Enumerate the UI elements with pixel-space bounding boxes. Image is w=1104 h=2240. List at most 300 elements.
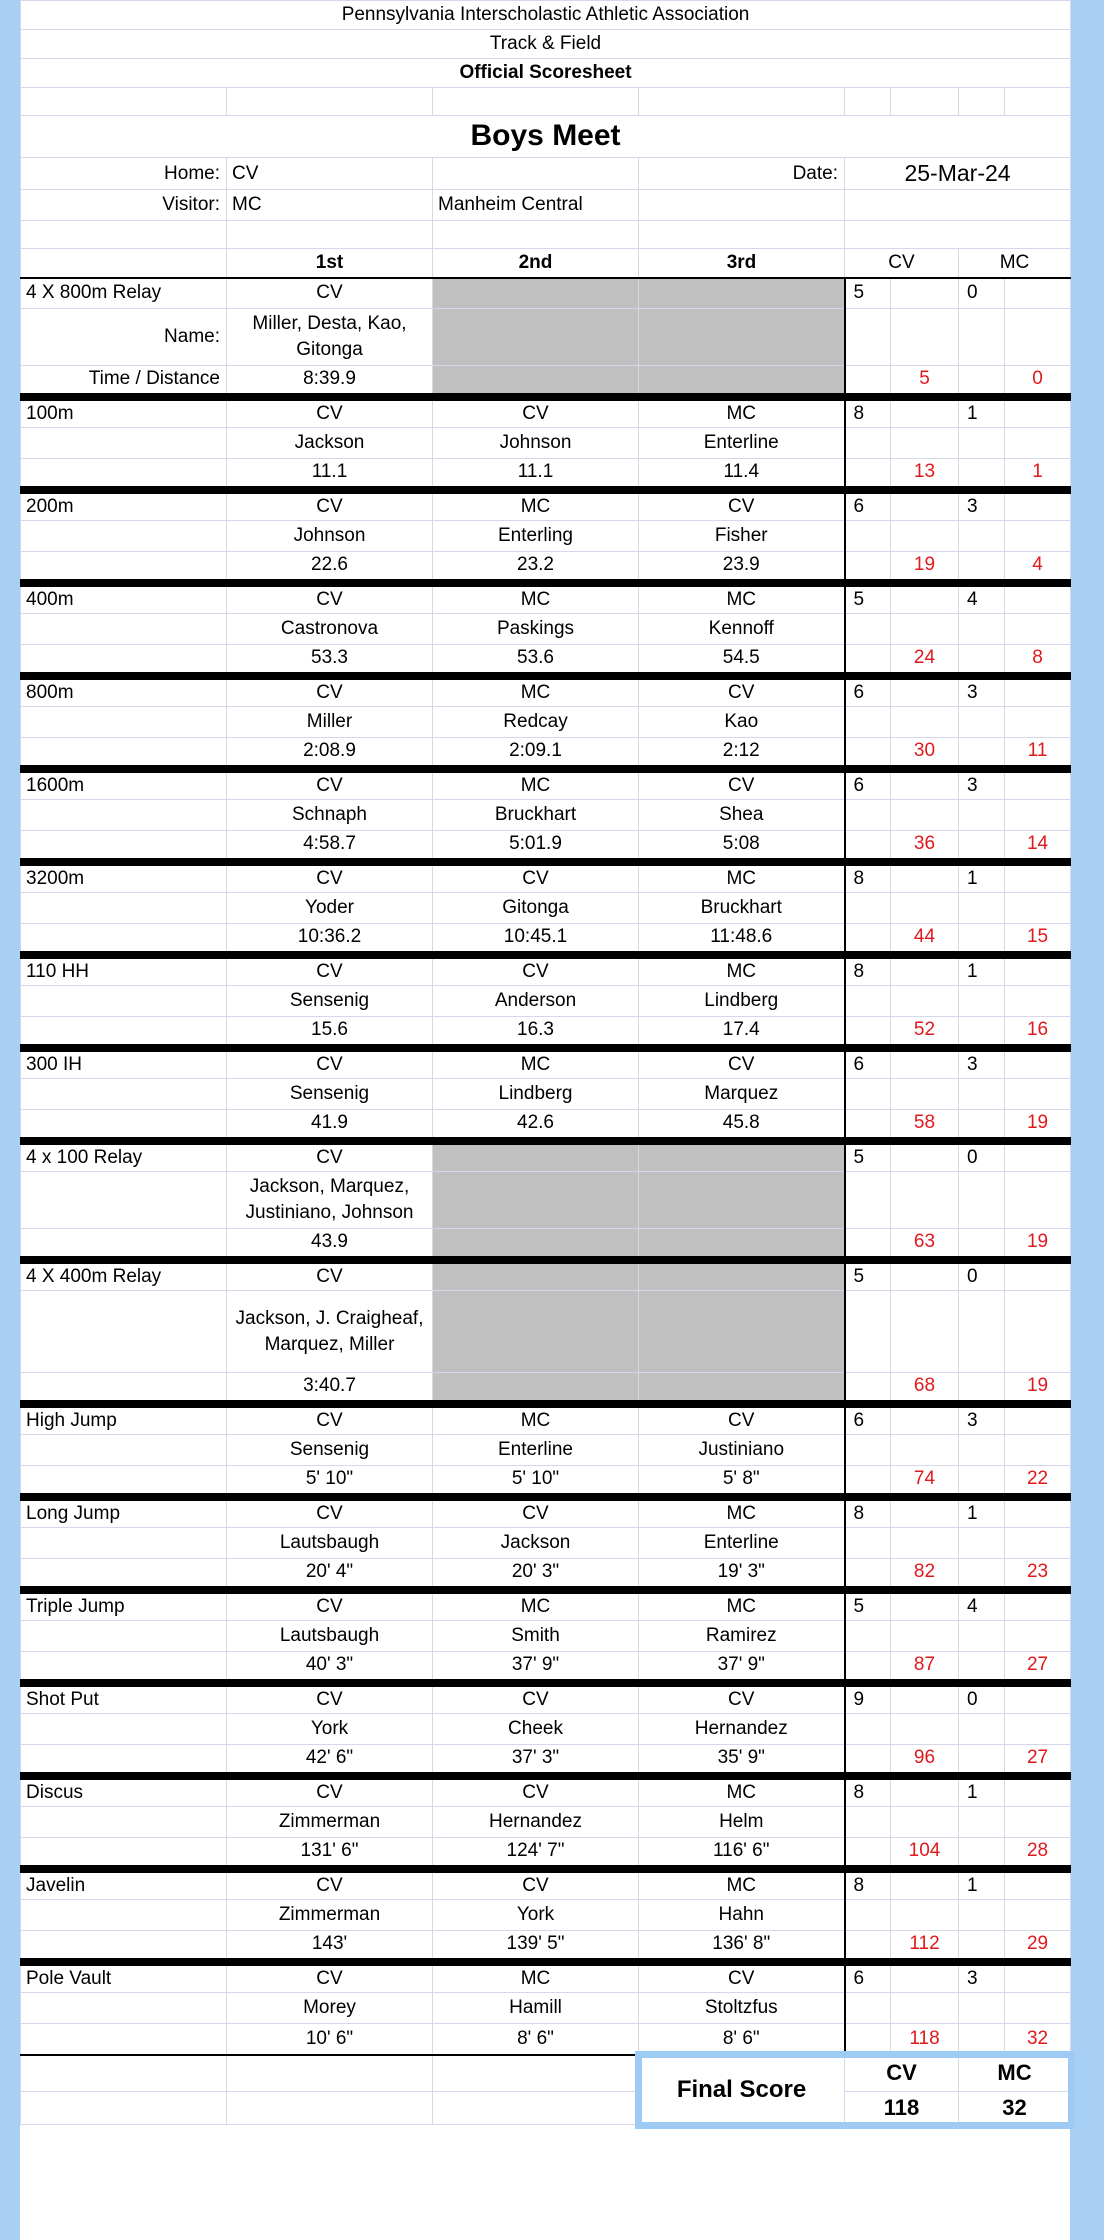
blank-cell <box>845 738 891 769</box>
blank-cell <box>959 831 1005 862</box>
blank-cell <box>959 893 1005 924</box>
points-team-a: 5 <box>845 1260 891 1291</box>
event-row <box>21 1141 1071 1172</box>
event-row <box>21 614 1071 645</box>
athlete-name: Morey <box>227 1993 433 2024</box>
event-row <box>21 831 1071 862</box>
blank-cell <box>959 1373 1005 1404</box>
athlete-name: Stoltzfus <box>639 1993 845 2024</box>
blank-cell <box>845 1528 891 1559</box>
blank-cell <box>21 428 227 459</box>
performance-mark: 10:36.2 <box>227 924 433 955</box>
points-team-a: 8 <box>845 862 891 893</box>
performance-mark: 35' 9" <box>639 1745 845 1776</box>
place-team: CV <box>227 1776 433 1807</box>
running-total-team-b: 19 <box>1005 1229 1071 1260</box>
place-team: CV <box>639 1404 845 1435</box>
blank-cell <box>1005 1172 1071 1229</box>
relay-blank-cell <box>639 1373 845 1404</box>
performance-mark: 41.9 <box>227 1110 433 1141</box>
points-team-b: 4 <box>959 583 1005 614</box>
place-team: CV <box>227 955 433 986</box>
blank-cell <box>959 1652 1005 1683</box>
event-name: 400m <box>21 583 227 614</box>
blank-cell <box>891 521 959 552</box>
home-team: CV <box>227 158 433 190</box>
performance-mark: 22.6 <box>227 552 433 583</box>
athlete-name: Jackson <box>227 428 433 459</box>
event-name: Long Jump <box>21 1497 227 1528</box>
athlete-name: Hernandez <box>433 1807 639 1838</box>
blank-cell <box>845 521 891 552</box>
blank-cell <box>21 738 227 769</box>
blank-cell <box>891 1683 959 1714</box>
event-row <box>21 1229 1071 1260</box>
event-row <box>21 1993 1071 2024</box>
performance-mark: 8:39.9 <box>227 366 433 397</box>
performance-mark: 42.6 <box>433 1110 639 1141</box>
blank-cell <box>21 831 227 862</box>
performance-mark: 11.4 <box>639 459 845 490</box>
col-header-3rd: 3rd <box>639 249 845 278</box>
blank-cell <box>21 645 227 676</box>
blank-cell <box>21 88 227 116</box>
place-team: MC <box>433 676 639 707</box>
right-margin-strip <box>1070 0 1104 2240</box>
running-total-team-a: 118 <box>891 2024 959 2055</box>
blank-cell <box>959 88 1005 116</box>
event-row <box>21 676 1071 707</box>
place-team: MC <box>639 1776 845 1807</box>
points-team-a: 8 <box>845 1869 891 1900</box>
event-row <box>21 893 1071 924</box>
running-total-team-b: 16 <box>1005 1017 1071 1048</box>
event-name: 300 IH <box>21 1048 227 1079</box>
performance-mark: 54.5 <box>639 645 845 676</box>
place-team: MC <box>433 583 639 614</box>
athlete-name: Sensenig <box>227 1079 433 1110</box>
event-row <box>21 986 1071 1017</box>
place-team: CV <box>227 1962 433 1993</box>
place-team: CV <box>227 1404 433 1435</box>
running-total-team-a: 13 <box>891 459 959 490</box>
points-team-b: 0 <box>959 278 1005 309</box>
blank-cell <box>21 1714 227 1745</box>
blank-cell <box>1005 955 1071 986</box>
blank-cell <box>959 800 1005 831</box>
blank-cell <box>433 2055 639 2092</box>
blank-cell <box>891 1590 959 1621</box>
points-team-a: 5 <box>845 1141 891 1172</box>
performance-mark: 17.4 <box>639 1017 845 1048</box>
blank-cell <box>1005 1590 1071 1621</box>
athlete-name: Kennoff <box>639 614 845 645</box>
points-team-b: 3 <box>959 676 1005 707</box>
performance-mark: 43.9 <box>227 1229 433 1260</box>
blank-cell <box>891 309 959 366</box>
blank-cell <box>845 645 891 676</box>
blank-cell <box>891 769 959 800</box>
blank-cell <box>959 986 1005 1017</box>
place-team: CV <box>639 1048 845 1079</box>
event-row <box>21 1652 1071 1683</box>
blank-cell <box>891 893 959 924</box>
event-row <box>21 1745 1071 1776</box>
athlete-name: Zimmerman <box>227 1807 433 1838</box>
blank-cell <box>891 862 959 893</box>
blank-cell <box>1005 614 1071 645</box>
place-team: CV <box>227 1260 433 1291</box>
blank-cell <box>891 490 959 521</box>
performance-mark: 20' 4" <box>227 1559 433 1590</box>
event-row <box>21 1900 1071 1931</box>
place-team: CV <box>227 1869 433 1900</box>
event-row <box>21 1048 1071 1079</box>
blank-cell <box>21 2024 227 2055</box>
place-team: MC <box>433 1048 639 1079</box>
blank-cell <box>845 1714 891 1745</box>
place-team: CV <box>639 769 845 800</box>
final-team-a: CV <box>845 2055 959 2092</box>
event-row <box>21 1962 1071 1993</box>
athlete-name: Miller <box>227 707 433 738</box>
event-row <box>21 1435 1071 1466</box>
blank-cell <box>845 893 891 924</box>
points-team-b: 3 <box>959 769 1005 800</box>
place-team: CV <box>227 1048 433 1079</box>
athlete-name: Lautsbaugh <box>227 1528 433 1559</box>
performance-mark: 124' 7" <box>433 1838 639 1869</box>
blank-cell <box>21 1807 227 1838</box>
relay-blank-cell <box>639 1141 845 1172</box>
place-team: CV <box>433 862 639 893</box>
relay-blank-cell <box>639 309 845 366</box>
blank-cell <box>891 1260 959 1291</box>
event-name: 110 HH <box>21 955 227 986</box>
running-total-team-b: 27 <box>1005 1745 1071 1776</box>
blank-cell <box>845 707 891 738</box>
blank-cell <box>891 955 959 986</box>
blank-cell <box>845 2024 891 2055</box>
blank-cell <box>959 459 1005 490</box>
blank-cell <box>639 88 845 116</box>
blank-cell <box>21 1110 227 1141</box>
athlete-name: Marquez <box>639 1079 845 1110</box>
blank-cell <box>1005 769 1071 800</box>
blank-cell <box>959 1745 1005 1776</box>
points-team-b: 0 <box>959 1141 1005 1172</box>
blank-cell <box>959 521 1005 552</box>
place-team: CV <box>433 1776 639 1807</box>
blank-cell <box>891 1172 959 1229</box>
place-team: MC <box>433 1590 639 1621</box>
blank-cell <box>891 707 959 738</box>
points-team-a: 5 <box>845 583 891 614</box>
visitor-label: Visitor: <box>21 190 227 221</box>
blank-cell <box>891 1528 959 1559</box>
running-total-team-b: 1 <box>1005 459 1071 490</box>
place-team: CV <box>433 1497 639 1528</box>
running-total-team-a: 44 <box>891 924 959 955</box>
blank-cell <box>21 1559 227 1590</box>
running-total-team-b: 14 <box>1005 831 1071 862</box>
athlete-name: Gitonga <box>433 893 639 924</box>
blank-cell <box>227 221 433 249</box>
athlete-name: Kao <box>639 707 845 738</box>
athlete-name: Enterling <box>433 521 639 552</box>
performance-mark: 16.3 <box>433 1017 639 1048</box>
time-distance-label: Time / Distance <box>21 366 227 397</box>
blank-cell <box>959 1559 1005 1590</box>
relay-blank-cell <box>639 278 845 309</box>
blank-cell <box>891 1291 959 1373</box>
running-total-team-b: 29 <box>1005 1931 1071 1962</box>
relay-blank-cell <box>639 1172 845 1229</box>
event-row <box>21 769 1071 800</box>
final-team-b: MC <box>959 2055 1071 2092</box>
athlete-name: Johnson <box>227 521 433 552</box>
running-total-team-b: 32 <box>1005 2024 1071 2055</box>
running-total-team-b: 0 <box>1005 366 1071 397</box>
blank-cell <box>1005 1621 1071 1652</box>
event-row <box>21 1497 1071 1528</box>
performance-mark: 11.1 <box>433 459 639 490</box>
athlete-name: York <box>433 1900 639 1931</box>
place-team: MC <box>639 583 845 614</box>
event-name: High Jump <box>21 1404 227 1435</box>
relay-blank-cell <box>433 1141 639 1172</box>
blank-cell <box>433 221 639 249</box>
athlete-name: Zimmerman <box>227 1900 433 1931</box>
blank-cell <box>891 1621 959 1652</box>
running-total-team-a: 30 <box>891 738 959 769</box>
blank-cell <box>21 893 227 924</box>
place-team: CV <box>227 490 433 521</box>
relay-blank-cell <box>639 1260 845 1291</box>
performance-mark: 5' 10" <box>227 1466 433 1497</box>
place-team: CV <box>227 769 433 800</box>
place-team: CV <box>227 1683 433 1714</box>
performance-mark: 131' 6" <box>227 1838 433 1869</box>
running-total-team-b: 28 <box>1005 1838 1071 1869</box>
event-row <box>21 309 1071 366</box>
athlete-name: Schnaph <box>227 800 433 831</box>
place-team: MC <box>639 955 845 986</box>
performance-mark: 5' 10" <box>433 1466 639 1497</box>
blank-cell <box>21 1838 227 1869</box>
athlete-name: Yoder <box>227 893 433 924</box>
blank-cell <box>959 1110 1005 1141</box>
blank-cell <box>891 800 959 831</box>
blank-cell <box>891 614 959 645</box>
event-row <box>21 1807 1071 1838</box>
blank-cell <box>891 1497 959 1528</box>
performance-mark: 37' 3" <box>433 1745 639 1776</box>
blank-cell <box>1005 1528 1071 1559</box>
event-row <box>21 397 1071 428</box>
place-team: CV <box>227 1141 433 1172</box>
blank-cell <box>891 1900 959 1931</box>
points-team-a: 6 <box>845 1404 891 1435</box>
col-header-team-a: CV <box>845 249 959 278</box>
athlete-name: Enterline <box>433 1435 639 1466</box>
blank-cell <box>845 1807 891 1838</box>
event-row <box>21 1776 1071 1807</box>
event-row <box>21 2024 1071 2055</box>
blank-cell <box>845 831 891 862</box>
running-total-team-b: 11 <box>1005 738 1071 769</box>
place-team: CV <box>639 676 845 707</box>
blank-cell <box>21 1229 227 1260</box>
athlete-name: Redcay <box>433 707 639 738</box>
running-total-team-b: 19 <box>1005 1373 1071 1404</box>
blank-cell <box>891 986 959 1017</box>
athlete-name: Smith <box>433 1621 639 1652</box>
blank-cell <box>639 190 845 221</box>
blank-cell <box>1005 490 1071 521</box>
performance-mark: 37' 9" <box>433 1652 639 1683</box>
blank-cell <box>891 1993 959 2024</box>
athlete-name: Jackson, Marquez, Justiniano, Johnson <box>227 1172 433 1229</box>
event-row <box>21 1291 1071 1373</box>
running-total-team-b: 27 <box>1005 1652 1071 1683</box>
performance-mark: 139' 5" <box>433 1931 639 1962</box>
event-row <box>21 278 1071 309</box>
event-name: 1600m <box>21 769 227 800</box>
blank-cell <box>845 1229 891 1260</box>
blank-cell <box>21 1079 227 1110</box>
blank-cell <box>891 1048 959 1079</box>
event-row <box>21 1017 1071 1048</box>
points-team-a: 6 <box>845 1962 891 1993</box>
performance-mark: 53.6 <box>433 645 639 676</box>
running-total-team-a: 104 <box>891 1838 959 1869</box>
event-name: 4 X 800m Relay <box>21 278 227 309</box>
points-team-a: 8 <box>845 1497 891 1528</box>
blank-cell <box>1005 278 1071 309</box>
event-name: Shot Put <box>21 1683 227 1714</box>
event-row <box>21 1931 1071 1962</box>
event-row <box>21 862 1071 893</box>
name-label: Name: <box>21 309 227 366</box>
blank-cell <box>845 1993 891 2024</box>
blank-cell <box>639 221 845 249</box>
relay-blank-cell <box>639 366 845 397</box>
blank-cell <box>845 221 1071 249</box>
athlete-name: Hernandez <box>639 1714 845 1745</box>
performance-mark: 10:45.1 <box>433 924 639 955</box>
blank-cell <box>1005 707 1071 738</box>
blank-cell <box>959 428 1005 459</box>
blank-cell <box>21 221 227 249</box>
blank-cell <box>891 1435 959 1466</box>
visitor-team: MC <box>227 190 433 221</box>
blank-cell <box>21 459 227 490</box>
blank-cell <box>845 1017 891 1048</box>
athlete-name: Hamill <box>433 1993 639 2024</box>
blank-cell <box>959 1291 1005 1373</box>
blank-cell <box>959 738 1005 769</box>
event-name: 100m <box>21 397 227 428</box>
blank-cell <box>959 1172 1005 1229</box>
final-score-team-b: 32 <box>959 2092 1071 2125</box>
place-team: CV <box>227 278 433 309</box>
athlete-name: Jackson <box>433 1528 639 1559</box>
blank-cell <box>1005 1404 1071 1435</box>
athlete-name: Johnson <box>433 428 639 459</box>
blank-cell <box>1005 1048 1071 1079</box>
event-name: 800m <box>21 676 227 707</box>
running-total-team-a: 82 <box>891 1559 959 1590</box>
performance-mark: 15.6 <box>227 1017 433 1048</box>
blank-cell <box>845 1373 891 1404</box>
performance-mark: 11.1 <box>227 459 433 490</box>
points-team-a: 6 <box>845 490 891 521</box>
performance-mark: 8' 6" <box>433 2024 639 2055</box>
blank-cell <box>845 1621 891 1652</box>
performance-mark: 116' 6" <box>639 1838 845 1869</box>
blank-cell <box>227 2092 433 2125</box>
event-row <box>21 583 1071 614</box>
blank-cell <box>21 707 227 738</box>
athlete-name: Cheek <box>433 1714 639 1745</box>
date-label: Date: <box>639 158 845 190</box>
blank-cell <box>845 1900 891 1931</box>
performance-mark: 136' 8" <box>639 1931 845 1962</box>
final-score-team-a: 118 <box>845 2092 959 2125</box>
home-label: Home: <box>21 158 227 190</box>
blank-cell <box>845 552 891 583</box>
event-name: Pole Vault <box>21 1962 227 1993</box>
blank-cell <box>845 1466 891 1497</box>
col-header-team-b: MC <box>959 249 1071 278</box>
athlete-name: Enterline <box>639 1528 845 1559</box>
athlete-name: Miller, Desta, Kao, Gitonga <box>227 309 433 366</box>
points-team-b: 0 <box>959 1683 1005 1714</box>
blank-cell <box>21 1745 227 1776</box>
event-row <box>21 1714 1071 1745</box>
points-team-a: 6 <box>845 769 891 800</box>
sheet-title: Official Scoresheet <box>21 59 1071 88</box>
performance-mark: 4:58.7 <box>227 831 433 862</box>
running-total-team-a: 19 <box>891 552 959 583</box>
athlete-name: Castronova <box>227 614 433 645</box>
performance-mark: 2:12 <box>639 738 845 769</box>
blank-cell <box>845 1838 891 1869</box>
blank-cell <box>959 1993 1005 2024</box>
place-team: MC <box>639 397 845 428</box>
blank-cell <box>959 1229 1005 1260</box>
blank-cell <box>1005 1079 1071 1110</box>
running-total-team-b: 23 <box>1005 1559 1071 1590</box>
athlete-name: Lindberg <box>639 986 845 1017</box>
place-team: CV <box>227 583 433 614</box>
blank-cell <box>845 1745 891 1776</box>
meet-title: Boys Meet <box>21 116 1071 158</box>
performance-mark: 5:08 <box>639 831 845 862</box>
blank-cell <box>845 459 891 490</box>
running-total-team-a: 63 <box>891 1229 959 1260</box>
blank-cell <box>959 1714 1005 1745</box>
event-name: Triple Jump <box>21 1590 227 1621</box>
event-row <box>21 1559 1071 1590</box>
performance-mark: 45.8 <box>639 1110 845 1141</box>
event-row <box>21 1260 1071 1291</box>
blank-cell <box>891 1404 959 1435</box>
blank-cell <box>891 1962 959 1993</box>
athlete-name: Lautsbaugh <box>227 1621 433 1652</box>
blank-cell <box>845 1172 891 1229</box>
